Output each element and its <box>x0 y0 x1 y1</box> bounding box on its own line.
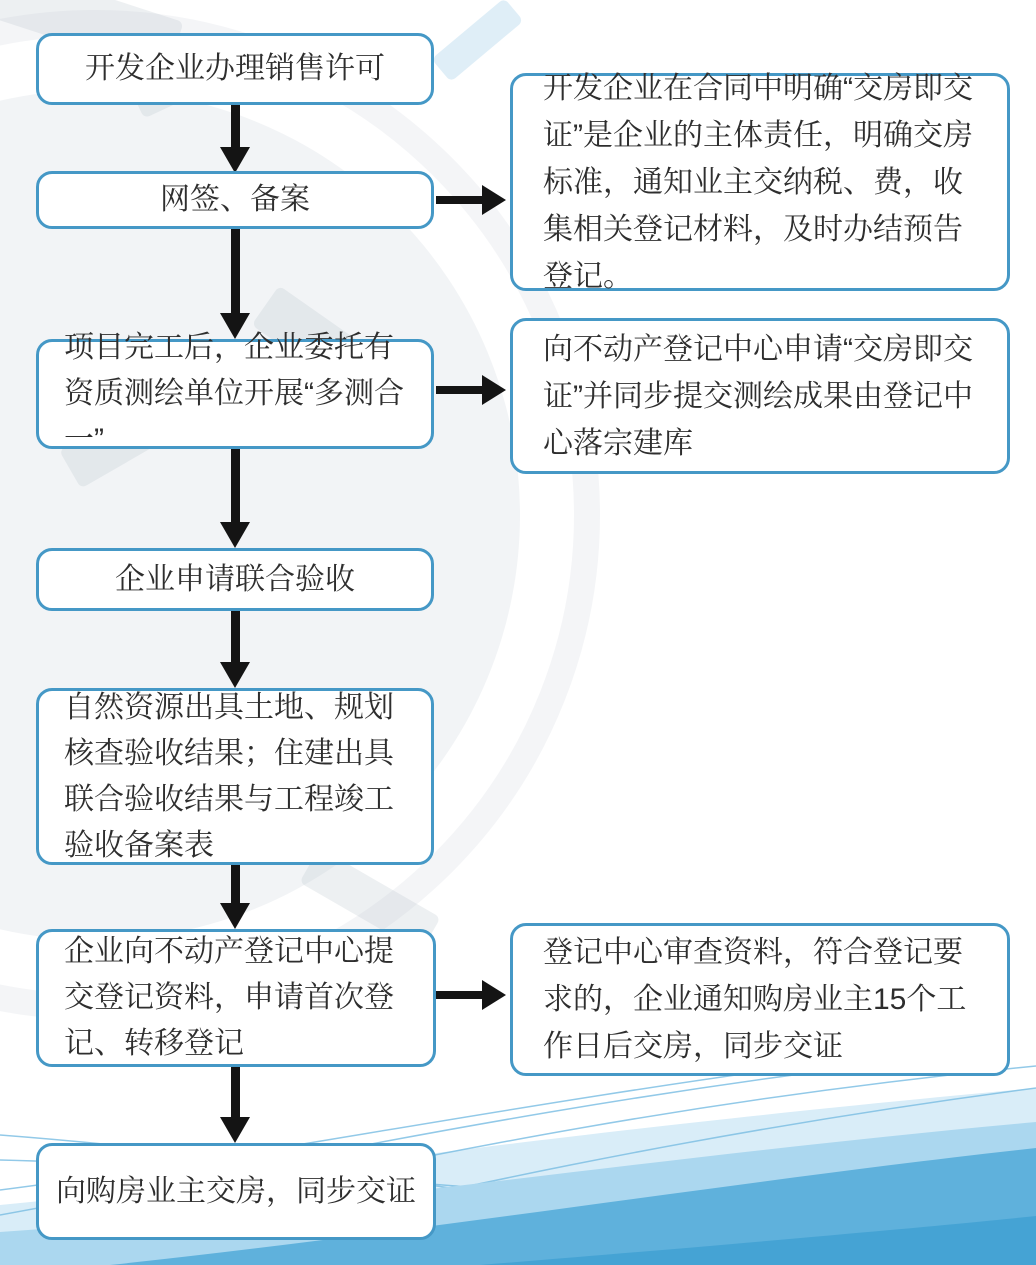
arrow-right-1 <box>436 196 482 204</box>
step-label: 网签、备案 <box>160 183 310 216</box>
watermark-stroke <box>431 0 523 82</box>
arrow-down-2 <box>231 229 240 313</box>
arrow-down-6-head <box>220 1117 250 1143</box>
arrow-right-2-head <box>482 375 506 405</box>
arrow-right-1-head <box>482 185 506 215</box>
step-surveying <box>36 331 434 456</box>
note-label: 登记中心审查资料，符合登记要求的，企业通知购房业主15个工作日后交房，同步交证 <box>543 936 967 1063</box>
step-joint-acceptance <box>36 548 434 611</box>
step-label: 开发企业办理销售许可 <box>85 52 385 85</box>
arrow-down-4 <box>231 611 240 662</box>
step-label: 企业向不动产登记中心提交登记资料，申请首次登记、转移登记 <box>64 935 394 1060</box>
step-label: 企业申请联合验收 <box>115 562 355 596</box>
step-registration-submit <box>36 929 436 1067</box>
step-label: 项目完工后，企业委托有资质测绘单位开展“多测合一” <box>64 331 404 456</box>
note-apply-registration <box>510 318 1010 474</box>
arrow-right-2 <box>436 386 482 394</box>
note-contract-clause <box>510 73 1010 291</box>
arrow-down-5-head <box>220 903 250 929</box>
arrow-down-6 <box>231 1067 240 1117</box>
arrow-right-3 <box>436 991 482 999</box>
arrow-right-3-head <box>482 980 506 1010</box>
arrow-down-1-head <box>220 147 250 173</box>
step-label: 向购房业主交房，同步交证 <box>56 1174 416 1208</box>
arrow-down-3-head <box>220 522 250 548</box>
note-review-handover <box>510 923 1010 1076</box>
step-handover <box>36 1143 436 1240</box>
step-acceptance-results <box>36 688 434 865</box>
step-sales-permit <box>36 33 434 105</box>
note-label: 开发企业在合同中明确“交房即交证”是企业的主体责任，明确交房标准，通知业主交纳税、费，收集相关登记材料，及时办结预告登记。 <box>543 71 973 293</box>
arrow-down-1 <box>231 105 240 147</box>
step-label: 自然资源出具土地、规划核查验收结果；住建出具联合验收结果与工程竣工验收备案表 <box>64 690 394 862</box>
step-online-sign-record <box>36 171 434 229</box>
note-label: 向不动产登记中心申请“交房即交证”并同步提交测绘成果由登记中心落宗建库 <box>543 332 973 460</box>
arrow-down-5 <box>231 865 240 903</box>
